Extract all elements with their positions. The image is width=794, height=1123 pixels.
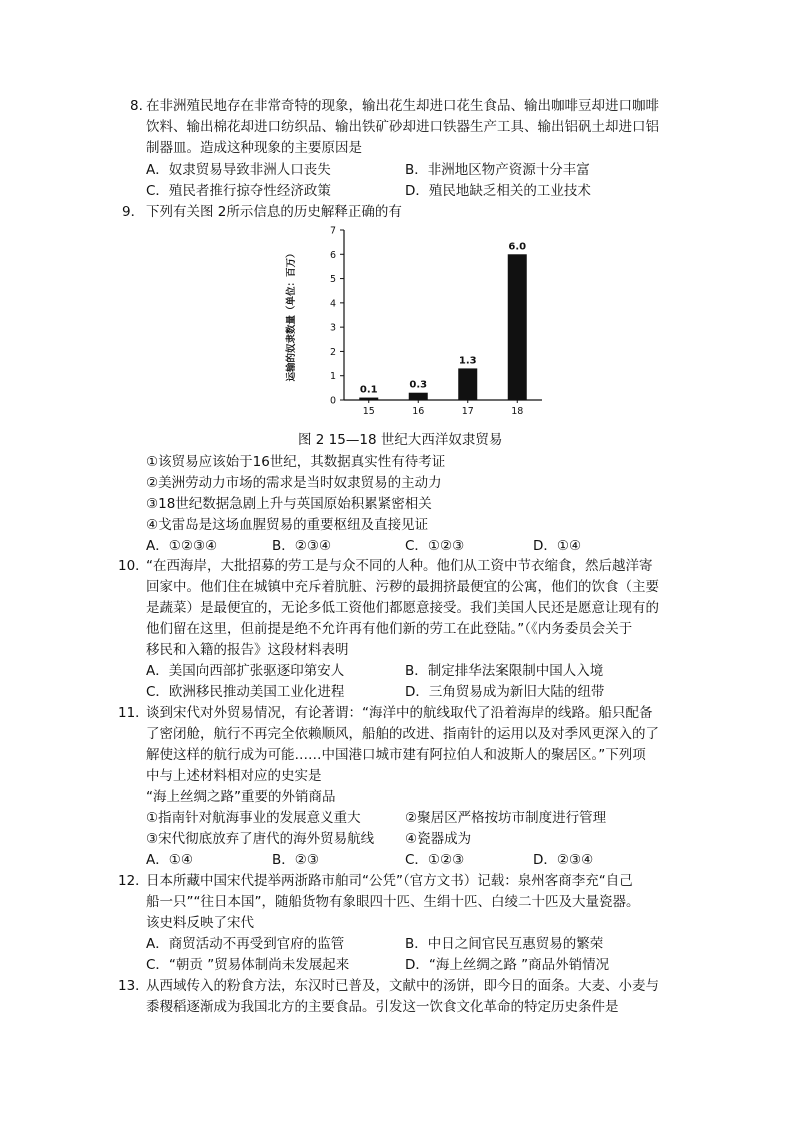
question-stem-line: 他们留在这里，但前提是绝不允许再有他们新的劳工在此登陆。”（《内务委员会关于 [146,621,633,637]
bar-value-label: 0.1 [359,384,378,396]
option-d[interactable]: D．①④ [533,538,582,554]
question-stem-line: 制器皿。造成这种现象的主要原因是 [146,140,362,156]
option-c[interactable]: C．①②③ [405,852,465,868]
question-number: 9． [122,204,145,220]
option-a[interactable]: A．奴隶贸易导致非洲人口丧失 [146,162,331,178]
option-d[interactable]: D．②③④ [533,852,594,868]
x-tick-label: 17 [461,406,474,417]
question-stem-line: 了密闭舱，航行不再完全依赖顺风，船舶的改进、指南针的运用以及对季风更深入的了 [146,726,659,742]
option-a[interactable]: A．①④ [146,852,193,868]
x-tick-label: 15 [362,406,375,417]
option-b[interactable]: B．中日之间官民互惠贸易的繁荣 [405,936,604,952]
question-stem-line: 解使这样的航行成为可能……中国港口城市建有阿拉伯人和波斯人的聚居区。”下列项 [146,747,646,763]
statement-2: ②美洲劳动力市场的需求是当时奴隶贸易的主动力 [146,475,442,491]
statement-1: ①指南针对航海事业的发展意义重大 [146,810,361,826]
bar-value-label: 0.3 [409,379,428,391]
question-stem-line: 中与上述材料相对应的史实是 [146,768,322,784]
bar-16 [409,393,428,400]
option-c[interactable]: C．殖民者推行掠夺性经济政策 [146,183,331,199]
question-stem-line: 船一只”“往日本国”，随船货物有象眼四十匹、生绢十匹、白绫二十匹及大量瓷器。 [146,894,640,910]
statement-3: ③18世纪数据急剧上升与英国原始积累紧密相关 [146,496,432,512]
y-tick-label: 5 [329,274,336,286]
question-stem-line: 是蔬菜）是最便宜的，无论多低工资他们都愿意接受。我们美国人民还是愿意让现有的 [146,600,659,616]
option-a[interactable]: A．商贸活动不再受到官府的监管 [146,936,345,952]
question-number: 10． [118,558,149,574]
question-stem-line: 黍稷稻逐渐成为我国北方的主要食品。引发这一饮食文化革命的特定历史条件是 [146,999,619,1015]
bar-17 [458,368,477,400]
statement-4: ④瓷器成为 [405,831,472,847]
bar-18 [508,254,527,400]
question-stem-line: 谈到宋代对外贸易情况，有论著谓：“海洋中的航线取代了沿着海岸的线路。船只配备 [146,705,653,721]
option-c[interactable]: C．欧洲移民推动美国工业化进程 [146,684,345,700]
question-stem-line: 从西域传入的粉食方法，东汉时已普及，文献中的汤饼，即今日的面条。大麦、小麦与 [146,978,659,994]
question-stem-line: 饮料、输出棉花却进口纺织品、输出铁矿砂却进口铁器生产工具、输出铝矾土却进口铝 [146,119,659,135]
option-a[interactable]: A．①②③④ [146,538,218,554]
question-stem-line: “在西海岸，大批招募的劳工是与众不同的人种。他们从工资中节衣缩食，然后越洋寄 [146,558,653,574]
statement-3: ③宋代彻底放弃了唐代的海外贸易航线 [146,831,375,847]
option-c[interactable]: C．“朝贡 ”贸易体制尚未发展起来 [146,957,350,973]
y-tick-label: 1 [329,371,336,383]
x-tick-label: 18 [511,406,524,417]
question-stem-line: 下列有关图 2所示信息的历史解释正确的有 [146,204,402,220]
option-b[interactable]: B．②③④ [272,538,332,554]
y-tick-label: 4 [329,298,336,310]
option-c[interactable]: C．①②③ [405,538,465,554]
bar-value-label: 6.0 [508,241,527,253]
figure-caption: 图 2 15—18 世纪大西洋奴隶贸易 [298,432,503,448]
option-d[interactable]: D．殖民地缺乏相关的工业技术 [405,183,591,199]
y-axis-label: 运输的奴隶数量（单位：百万） [286,248,297,382]
statement-1: ①该贸易应该始于16世纪，其数据真实性有待考证 [146,454,446,470]
y-tick-label: 0 [329,395,336,407]
option-b[interactable]: B．制定排华法案限制中国人入境 [405,663,604,679]
question-stem-line: 移民和入籍的报告》这段材料表明 [146,642,349,658]
question-number: 13． [118,978,149,994]
question-number: 11． [118,705,149,721]
y-tick-label: 2 [329,346,336,358]
option-a[interactable]: A．美国向西部扩张驱逐印第安人 [146,663,345,679]
chart-svg [280,222,550,427]
slave-trade-bar-chart [280,222,550,427]
statement-4: ④戈雷岛是这场血腥贸易的重要枢纽及直接见证 [146,517,429,533]
question-number: 12． [118,873,149,889]
y-tick-label: 7 [329,225,336,237]
statement-2: ②聚居区严格按坊市制度进行管理 [405,810,607,826]
option-b[interactable]: B．非洲地区物产资源十分丰富 [405,162,590,178]
question-stem-line: 日本所藏中国宋代提举两浙路市舶司“公凭”（官方文书）记载：泉州客商李充“自己 [146,873,633,889]
x-tick-label: 16 [412,406,425,417]
bar-value-label: 1.3 [458,355,477,367]
question-stem-line: 回家中。他们住在城镇中充斥着肮脏、污秽的最拥挤最便宜的公寓，他们的饮食（主要 [146,579,659,595]
bar-15 [359,398,378,400]
question-stem-line: 在非洲殖民地存在非常奇特的现象，输出花生却进口花生食品、输出咖啡豆却进口咖啡 [146,98,659,114]
y-tick-label: 3 [329,322,336,334]
option-d[interactable]: D．三角贸易成为新旧大陆的纽带 [405,684,605,700]
option-d[interactable]: D．“海上丝绸之路 ”商品外销情况 [405,957,610,973]
question-stem-line: 该史料反映了宋代 [146,915,254,931]
question-number: 8. [130,98,143,114]
question-stem-line: “海上丝绸之路”重要的外销商品 [146,789,336,805]
y-tick-label: 6 [329,249,336,261]
option-b[interactable]: B．②③ [272,852,319,868]
